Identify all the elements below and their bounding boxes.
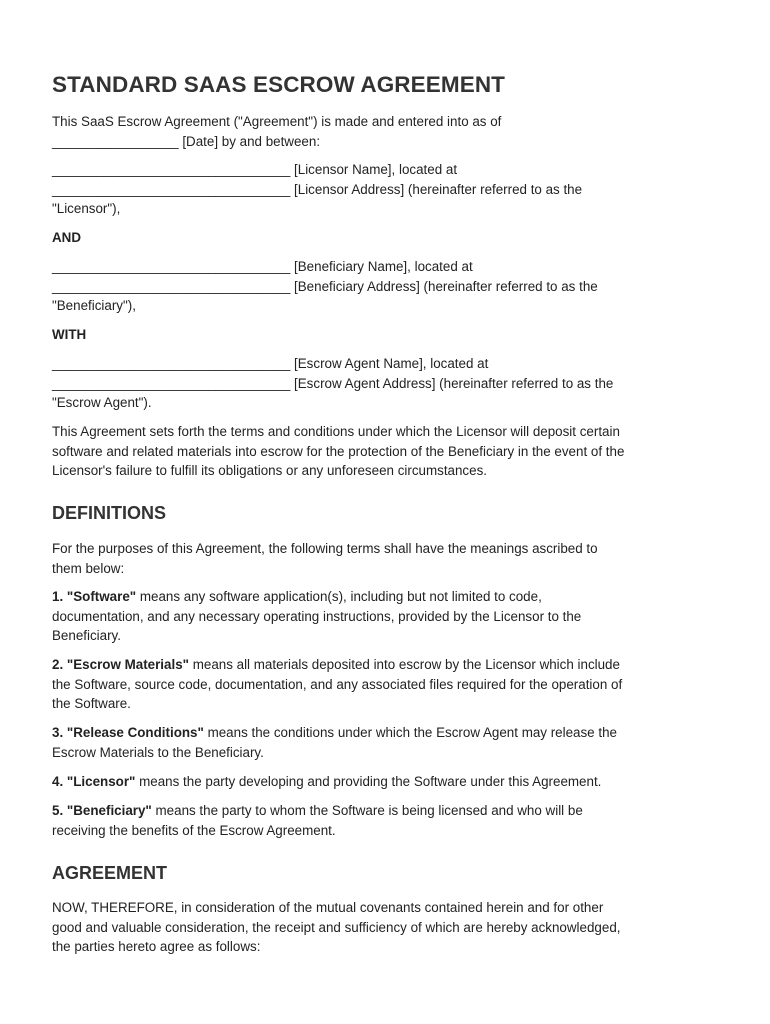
definition-line — [52, 655, 722, 675]
document-title: STANDARD SAAS ESCROW AGREEMENT — [52, 72, 506, 97]
beneficiary-label-line: "Beneficiary"), — [52, 298, 136, 313]
and-label: AND — [52, 230, 82, 245]
agreement-heading-wrap — [52, 863, 722, 884]
agreement-line: good and valuable consideration, the receipt and sufficiency of which are hereby acknowledged, — [52, 919, 621, 935]
definition-text: means the party developing and providing the Software under this Agreement. — [135, 774, 602, 789]
definition-line — [52, 587, 722, 607]
escrow-agent-name-line: ________________________________ [Escrow Agent Name], located at — [52, 356, 489, 371]
definition-line: documentation, and any necessary operating instructions, provided by the Licensor to the — [52, 608, 582, 624]
intro-date-line: _________________ [Date] by and between: — [52, 133, 321, 149]
licensor-name-line: ________________________________ [Licensor Name], located at — [52, 162, 458, 177]
definition-line: the Software, source code, documentation, and any associated files required for the operation of — [52, 676, 623, 692]
definition-term: 5. "Beneficiary" — [52, 803, 152, 818]
definition-text: means the conditions under which the Escrow Agent may release the — [203, 725, 617, 740]
intro-line: This SaaS Escrow Agreement ("Agreement") is made and entered into as of — [52, 114, 502, 129]
with-separator — [52, 325, 722, 345]
purpose-line: This Agreement sets forth the terms and conditions under which the Licensor will deposit certain — [52, 424, 620, 439]
definition-line: the Software. — [52, 696, 131, 711]
beneficiary-block — [52, 257, 722, 316]
licensor-label-line: "Licensor"), — [52, 201, 121, 216]
agreement-heading: AGREEMENT — [52, 863, 168, 883]
beneficiary-address-line: ________________________________ [Beneficiary Address] (hereinafter referred to as the — [52, 278, 598, 294]
escrow-agent-block — [52, 354, 722, 413]
definition-term: 1. "Software" — [52, 589, 137, 604]
definition-line — [52, 772, 722, 792]
escrow-agent-label-line: "Escrow Agent"). — [52, 395, 152, 410]
intro-paragraph — [52, 112, 722, 151]
licensor-address-line: ________________________________ [Licensor Address] (hereinafter referred to as the — [52, 181, 583, 197]
definition-text: means any software application(s), including but not limited to code, — [136, 589, 542, 604]
purpose-line: Licensor's failure to fulfill its obligations or any unforeseen circumstances. — [52, 463, 487, 478]
definitions-heading: DEFINITIONS — [52, 503, 167, 523]
definition-line: receiving the benefits of the Escrow Agreement. — [52, 822, 336, 838]
definitions-intro-line: them below: — [52, 560, 125, 576]
agreement-line: NOW, THEREFORE, in consideration of the mutual covenants contained herein and for other — [52, 900, 604, 915]
beneficiary-name-line: ________________________________ [Beneficiary Name], located at — [52, 259, 473, 274]
definition-term: 3. "Release Conditions" — [52, 725, 204, 740]
definitions-heading-wrap — [52, 503, 722, 524]
definition-line: Escrow Materials to the Beneficiary. — [52, 744, 264, 760]
agreement-line: the parties hereto agree as follows: — [52, 939, 261, 954]
purpose-paragraph — [52, 422, 722, 481]
definition-text: means all materials deposited into escrow by the Licensor which include — [189, 657, 620, 672]
definitions-intro-line: For the purposes of this Agreement, the following terms shall have the meanings ascribed to — [52, 541, 598, 556]
definition-licensor — [52, 772, 722, 792]
definition-line — [52, 801, 722, 821]
escrow-agent-address-line: ________________________________ [Escrow Agent Address] (hereinafter referred to as the — [52, 375, 614, 391]
definition-line — [52, 723, 722, 743]
with-label: WITH — [52, 327, 87, 342]
definitions-intro — [52, 539, 722, 578]
definition-text: means the party to whom the Software is being licensed and who will be — [151, 803, 583, 818]
definition-release-conditions — [52, 723, 722, 762]
definition-escrow-materials — [52, 655, 722, 714]
definition-term: 2. "Escrow Materials" — [52, 657, 189, 672]
definition-software — [52, 587, 722, 646]
and-separator — [52, 228, 722, 248]
definition-line: Beneficiary. — [52, 628, 121, 643]
licensor-block — [52, 160, 722, 219]
agreement-paragraph — [52, 898, 722, 957]
definition-beneficiary — [52, 801, 722, 840]
purpose-line: software and related materials into escrow for the protection of the Beneficiary in the event of the — [52, 443, 625, 459]
definition-term: 4. "Licensor" — [52, 774, 136, 789]
